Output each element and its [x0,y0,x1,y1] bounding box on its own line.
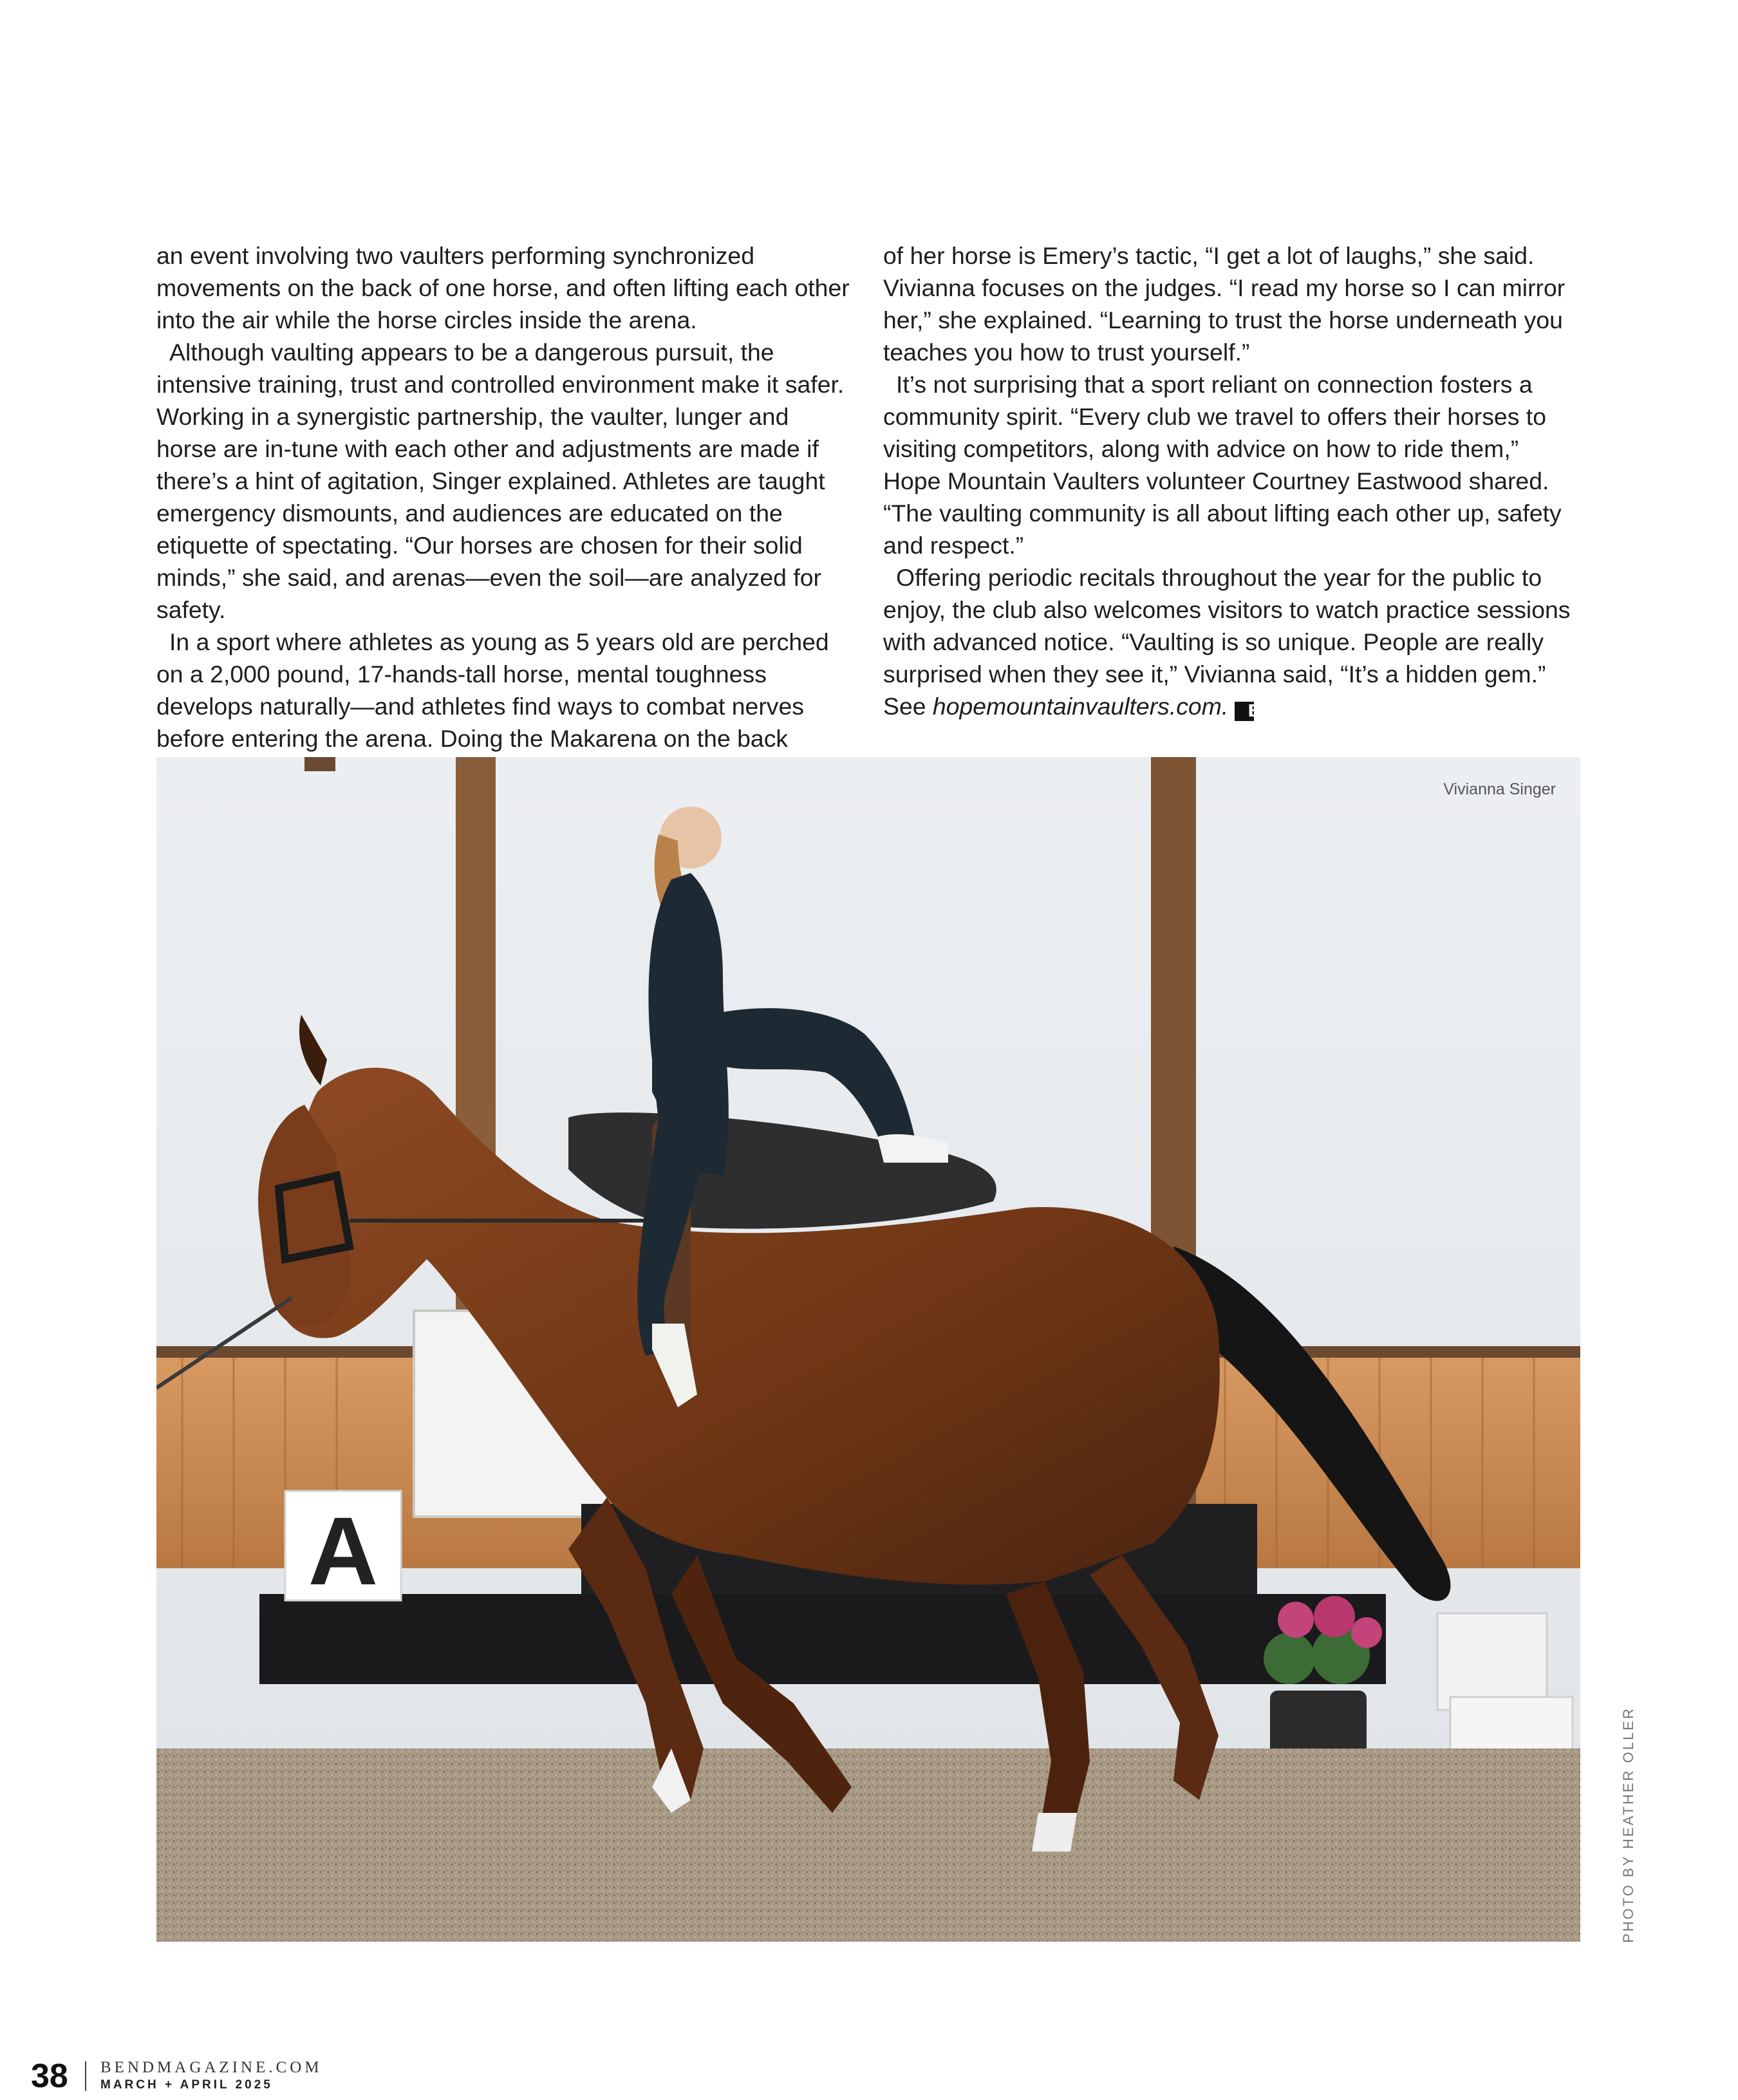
website-link[interactable]: hopemountainvaulters.com. [932,693,1229,720]
paragraph: It’s not surprising that a sport reliant on connection fosters a community spirit. “Every club we travel to offers their horses to visiting competitors, along with advice on how to ride them,” Hope Mountain Vaulters volunteer Courtney Eastwood shared. “The vaulting community is all about lifting each other up, safety and respect.” [883,371,1562,559]
photo-credit: PHOTO BY HEATHER OLLER [1620,1707,1636,1943]
paragraph-text: Offering periodic recitals throughout the year for the public to enjoy, the club also welcomes visitors to watch practice sessions with advanced notice. “Vaulting is so unique. People are really surprised when they see it,” Vivianna said, “It’s a hidden gem.” See [883,564,1571,720]
paragraph: an event involving two vaulters performing synchronized movements on the back of one horse, and often lifting each other into the air while the horse circles inside the arena. [156,242,850,333]
page-number: 38 [31,2058,68,2095]
footer-issue: MARCH + APRIL 2025 [100,2078,273,2092]
paragraph: of her horse is Emery’s tactic, “I get a lot of laughs,” she said. Vivianna focuses on the judges. “I read my horse so I can mirror her,” she explained. “Learning to trust the horse underneath you teaches you how to trust yourself.” [883,242,1565,366]
footer-divider [85,2061,86,2091]
vaulting-photo [156,757,1580,1942]
end-mark-icon: B [1235,702,1254,721]
photo-illustration [156,757,1580,1942]
footer-site: BENDMAGAZINE.COM [100,2059,322,2076]
arena-marker-letter: A [308,1497,378,1605]
paragraph-last [883,561,1582,722]
article-left-column [156,239,855,755]
article-right-column [883,239,1582,722]
photo-caption: Vivianna Singer [1443,780,1556,798]
paragraph: In a sport where athletes as young as 5 years old are perched on a 2,000 pound, 17-hands-tall horse, mental toughness develops naturally—and athletes find ways to combat nerves before entering the arena. Doing the Makarena on the back [156,628,829,752]
paragraph: Although vaulting appears to be a dangerous pursuit, the intensive training, trust and controlled environment make it safer. Working in a synergistic partnership, the vaulter, lunger and horse are in-tune with each other and adjustments are made if there’s a hint of agitation, Singer explained. Athletes are taught emergency dismounts, and audiences are educated on the etiquette of spectating. “Our horses are chosen for their solid minds,” she said, and arenas—even the soil—are analyzed for safety. [156,339,845,623]
